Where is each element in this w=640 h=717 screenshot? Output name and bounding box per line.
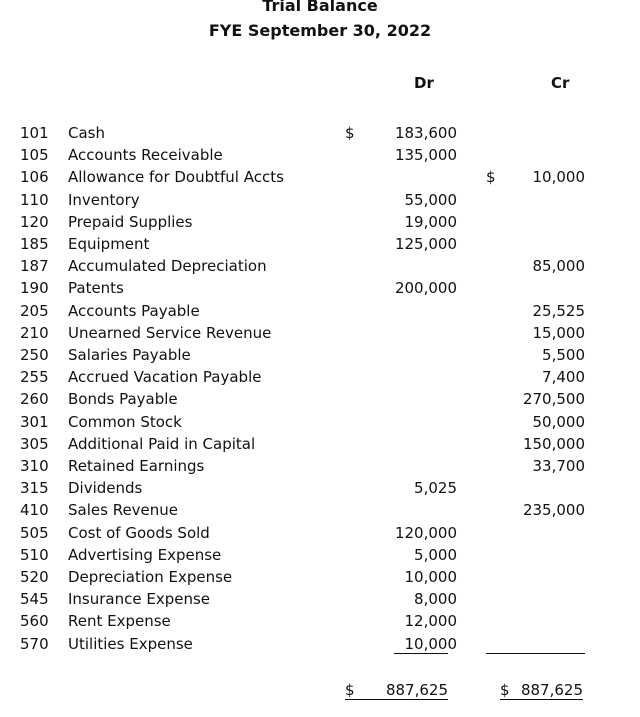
debit-column-header: Dr <box>414 74 434 92</box>
account-number: 310 <box>20 457 49 475</box>
credit-column-header: Cr <box>551 74 570 92</box>
table-row <box>0 412 640 432</box>
credit-amount: 10,000 <box>532 168 585 187</box>
account-number: 545 <box>20 590 49 609</box>
account-number: 105 <box>20 146 49 165</box>
table-row <box>0 545 640 565</box>
account-name: Retained Earnings <box>68 457 205 475</box>
credit-sum-line <box>486 653 585 654</box>
account-number: 255 <box>20 368 49 387</box>
credit-amount: 150,000 <box>522 434 585 453</box>
account-name: Accounts Receivable <box>68 146 223 165</box>
table-row <box>0 456 640 476</box>
account-number: 305 <box>20 434 49 453</box>
credit-total-amount: 887,625 <box>520 681 583 699</box>
account-number: 205 <box>20 301 49 320</box>
page-title: Trial Balance <box>262 0 378 15</box>
account-name: Patents <box>68 279 124 298</box>
debit-amount: 8,000 <box>414 590 457 609</box>
account-number: 185 <box>20 235 49 253</box>
table-row <box>0 190 640 210</box>
table-row <box>0 389 640 409</box>
credit-total <box>500 679 583 701</box>
table-row <box>0 345 640 365</box>
table-row <box>0 234 640 254</box>
credit-amount: 7,400 <box>542 368 585 387</box>
page-subtitle: FYE September 30, 2022 <box>208 21 432 40</box>
account-name: Accounts Payable <box>68 301 200 320</box>
debit-amount: 10,000 <box>404 634 457 653</box>
debit-sum-line <box>394 653 448 654</box>
account-name: Accrued Vacation Payable <box>68 368 262 387</box>
account-name: Common Stock <box>68 412 182 431</box>
table-row <box>0 256 640 276</box>
credit-amount: 270,500 <box>522 390 585 409</box>
account-name: Equipment <box>68 235 150 253</box>
table-row <box>0 301 640 321</box>
credit-amount: 33,700 <box>532 457 585 475</box>
credit-amount: 50,000 <box>532 412 585 431</box>
debit-amount: 55,000 <box>404 190 457 209</box>
debit-amount: 5,000 <box>414 545 457 564</box>
table-row <box>0 634 640 654</box>
debit-amount: 183,600 <box>394 124 457 142</box>
debit-total-currency: $ <box>345 681 355 699</box>
account-name: Advertising Expense <box>68 545 222 564</box>
account-number: 210 <box>20 323 49 342</box>
debit-amount: 12,000 <box>404 612 457 631</box>
table-row <box>0 212 640 232</box>
account-number: 190 <box>20 279 49 298</box>
account-number: 120 <box>20 212 49 231</box>
table-row <box>0 123 640 143</box>
credit-amount: 15,000 <box>532 323 585 342</box>
credit-currency-symbol: $ <box>486 168 496 187</box>
account-name: Accumulated Depreciation <box>68 257 267 276</box>
account-number: 260 <box>20 390 49 409</box>
account-name: Dividends <box>68 479 143 498</box>
debit-amount: 200,000 <box>394 279 457 298</box>
account-number: 110 <box>20 190 49 209</box>
debit-total <box>345 679 448 701</box>
table-row <box>0 589 640 609</box>
account-name: Prepaid Supplies <box>68 212 193 231</box>
table-row <box>0 567 640 587</box>
table-row <box>0 523 640 543</box>
table-row <box>0 278 640 298</box>
account-number: 570 <box>20 634 49 653</box>
account-number: 510 <box>20 545 49 564</box>
account-number: 560 <box>20 612 49 631</box>
table-row <box>0 478 640 498</box>
account-name: Salaries Payable <box>68 346 191 364</box>
account-number: 250 <box>20 346 49 364</box>
account-name: Allowance for Doubtful Accts <box>68 168 284 187</box>
credit-amount: 235,000 <box>522 501 585 520</box>
table-row <box>0 367 640 387</box>
account-name: Insurance Expense <box>68 590 211 609</box>
account-name: Unearned Service Revenue <box>68 323 272 342</box>
debit-amount: 125,000 <box>394 235 457 253</box>
debit-amount: 120,000 <box>394 523 457 542</box>
account-name: Rent Expense <box>68 612 171 631</box>
table-row <box>0 167 640 187</box>
account-number: 520 <box>20 568 49 586</box>
account-number: 410 <box>20 501 49 520</box>
account-number: 187 <box>20 257 49 276</box>
debit-total-amount: 887,625 <box>385 681 448 699</box>
account-name: Additional Paid in Capital <box>68 434 256 453</box>
account-number: 106 <box>20 168 49 187</box>
debit-amount: 5,025 <box>414 479 457 498</box>
account-name: Cost of Goods Sold <box>68 523 210 542</box>
table-row <box>0 323 640 343</box>
account-name: Cash <box>68 124 105 142</box>
credit-amount: 85,000 <box>532 257 585 276</box>
account-number: 505 <box>20 523 49 542</box>
table-row <box>0 611 640 631</box>
account-name: Inventory <box>68 190 140 209</box>
debit-amount: 19,000 <box>404 212 457 231</box>
credit-amount: 5,500 <box>542 346 585 364</box>
account-name: Sales Revenue <box>68 501 179 520</box>
account-number: 315 <box>20 479 49 498</box>
account-name: Bonds Payable <box>68 390 178 409</box>
account-name: Depreciation Expense <box>68 568 233 586</box>
debit-amount: 10,000 <box>404 568 457 586</box>
credit-total-currency: $ <box>500 681 510 699</box>
account-number: 301 <box>20 412 49 431</box>
account-number: 101 <box>20 124 49 142</box>
table-row <box>0 145 640 165</box>
table-row <box>0 500 640 520</box>
debit-currency-symbol: $ <box>345 124 355 142</box>
credit-amount: 25,525 <box>532 301 585 320</box>
account-name: Utilities Expense <box>68 634 193 653</box>
debit-amount: 135,000 <box>394 146 457 165</box>
table-row <box>0 434 640 454</box>
